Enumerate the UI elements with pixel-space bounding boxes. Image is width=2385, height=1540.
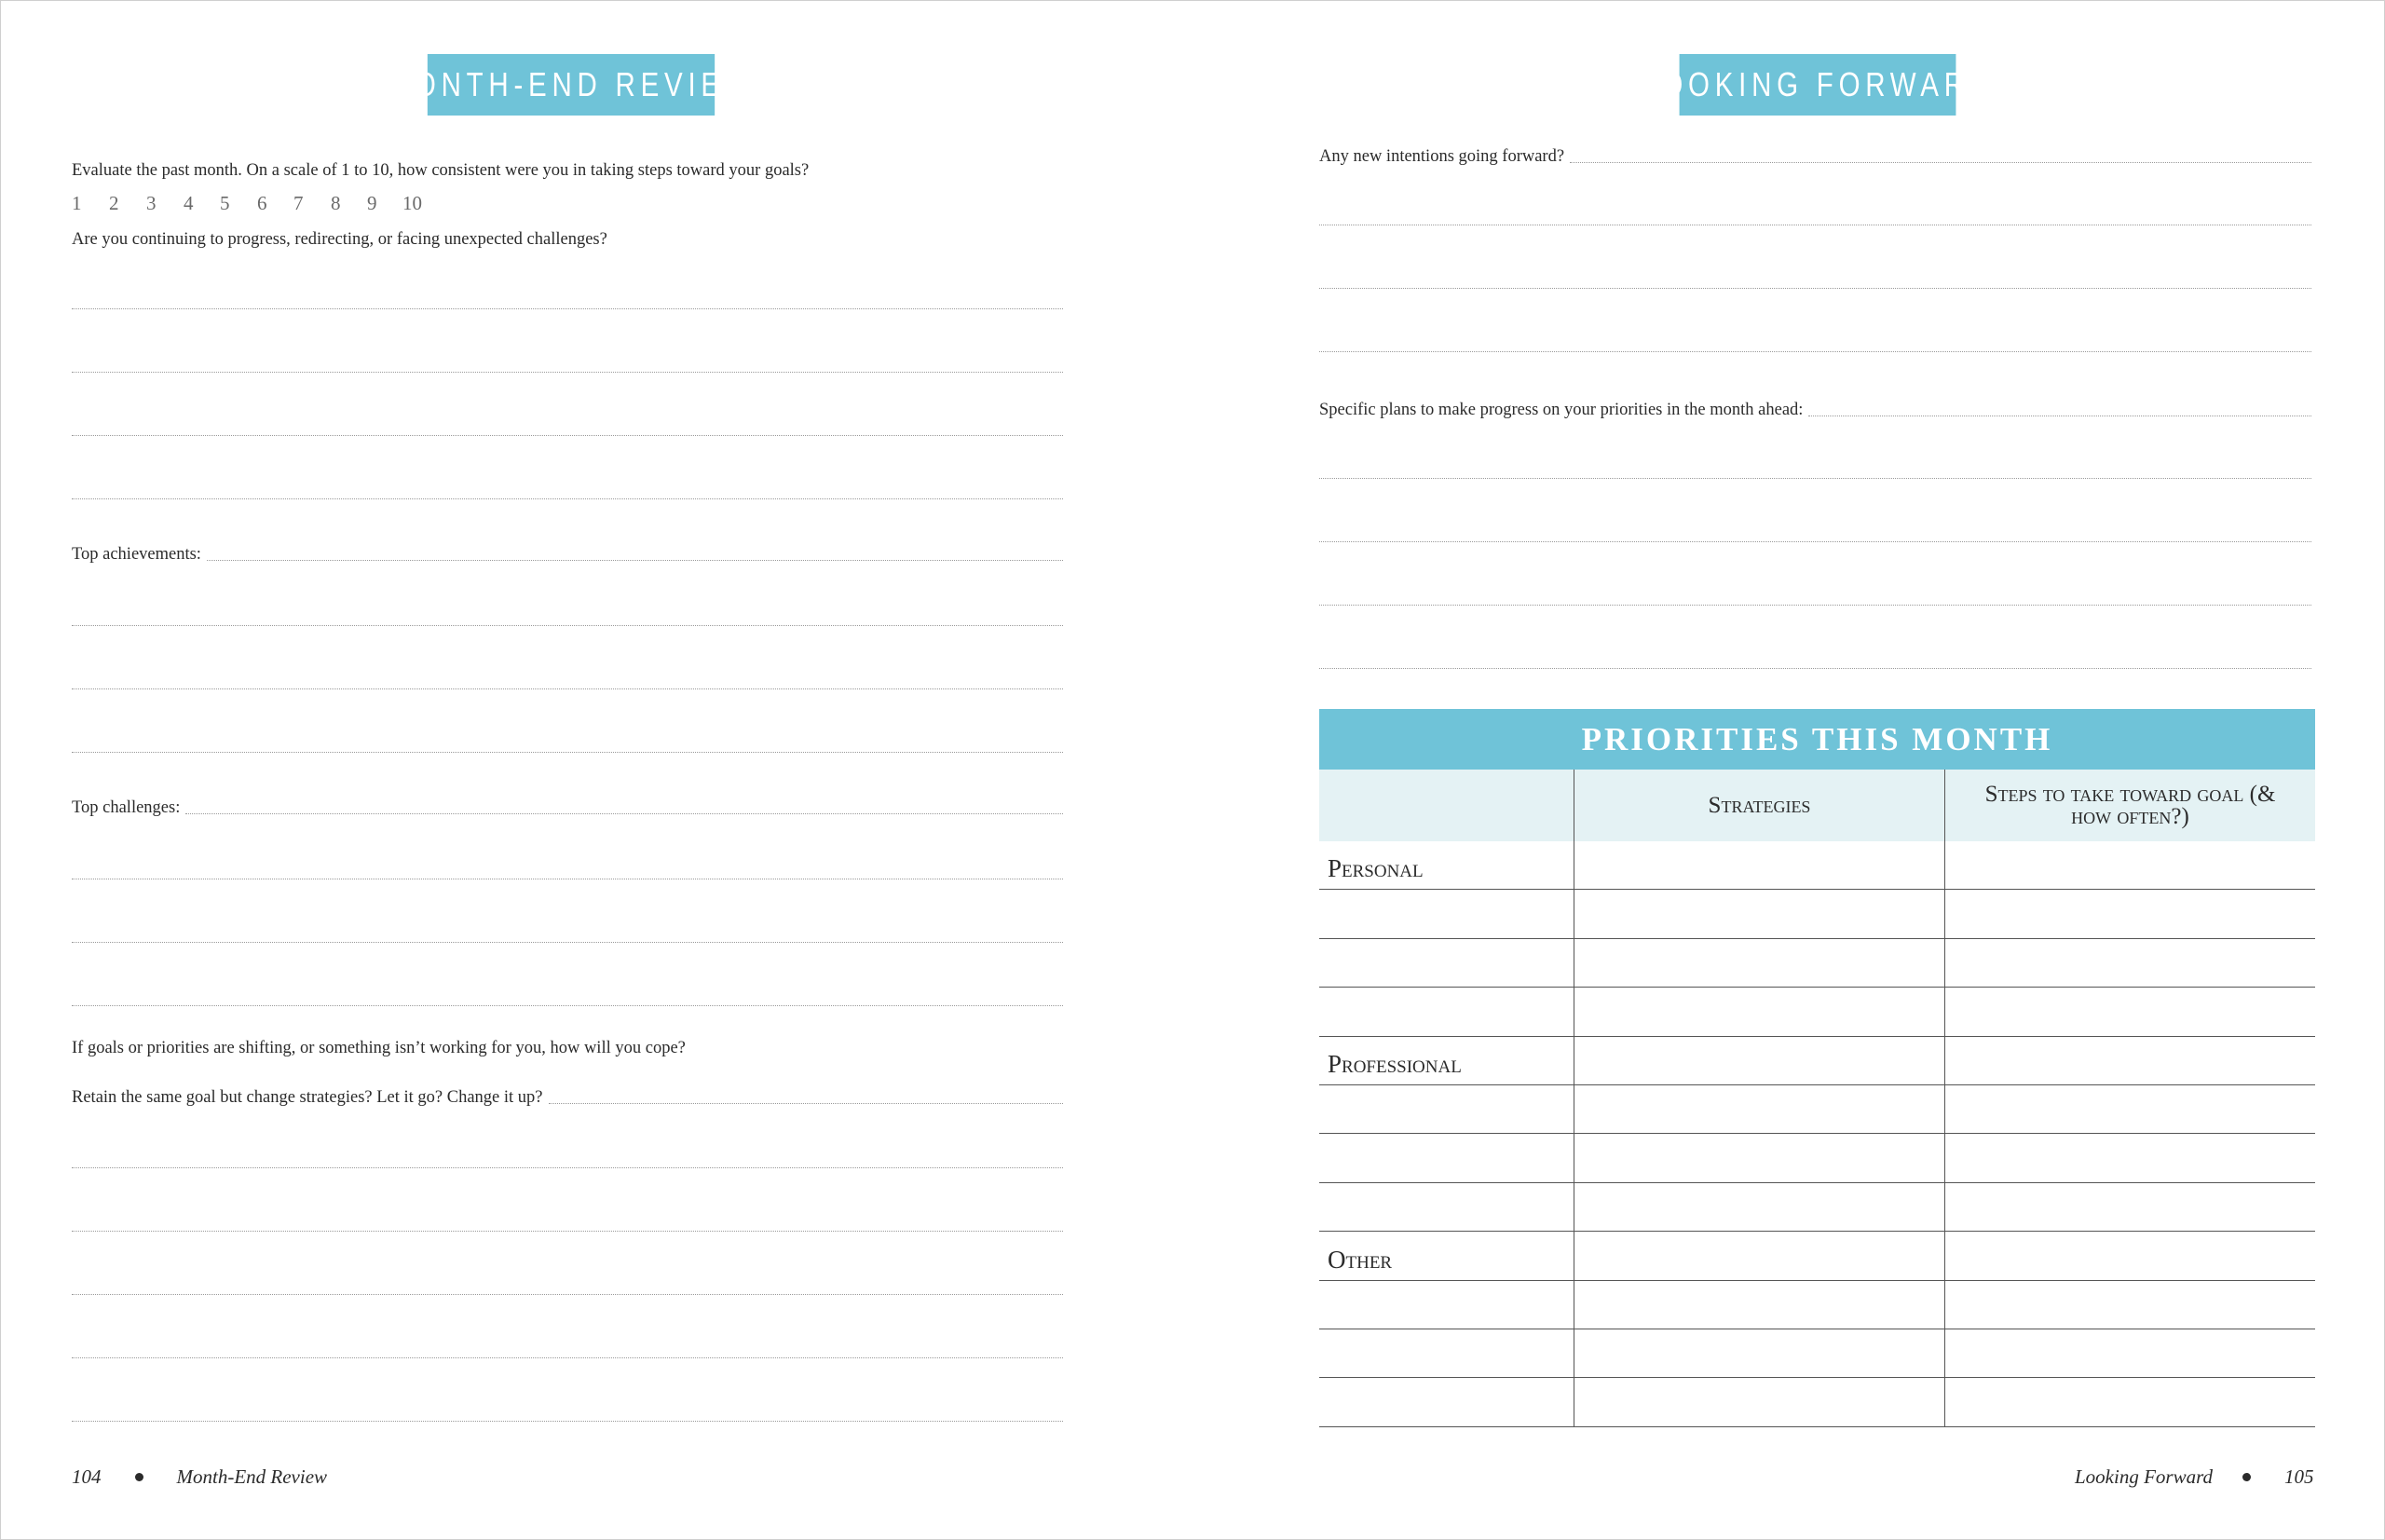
category-cell	[1319, 890, 1574, 937]
category-label: Personal	[1328, 854, 1424, 883]
writing-line[interactable]	[72, 752, 1063, 753]
bullet-icon	[2242, 1473, 2251, 1481]
footer-section-title: Month-End Review	[176, 1465, 328, 1488]
writing-line[interactable]	[72, 372, 1063, 373]
achievements-label: Top achievements:	[72, 545, 201, 564]
rating-option[interactable]: 6	[257, 192, 267, 214]
priority-row	[1319, 1085, 2315, 1134]
priority-row	[1319, 841, 2315, 890]
steps-cell[interactable]	[1944, 988, 2315, 1035]
steps-cell[interactable]	[1944, 1329, 2315, 1377]
writing-line[interactable]	[1570, 162, 2311, 163]
achievements-field[interactable]	[72, 544, 1063, 565]
steps-cell[interactable]	[1944, 1378, 2315, 1425]
strategy-cell[interactable]	[1574, 939, 1944, 987]
left-footer	[72, 1465, 327, 1489]
writing-line[interactable]	[1319, 541, 2311, 542]
month-end-review-banner: MONTH-END REVIEW	[428, 54, 715, 116]
writing-line[interactable]	[72, 625, 1063, 626]
strategy-cell[interactable]	[1574, 1183, 1944, 1231]
plans-label: Specific plans to make progress on your priorities in the month ahead:	[1319, 401, 1804, 419]
rating-option[interactable]: 1	[72, 192, 82, 214]
rating-option[interactable]: 9	[367, 192, 377, 214]
steps-cell[interactable]	[1944, 1037, 2315, 1084]
category-cell	[1319, 1378, 1574, 1425]
steps-cell[interactable]	[1944, 1134, 2315, 1181]
intentions-field[interactable]	[1319, 146, 2311, 167]
rating-option[interactable]: 2	[109, 192, 119, 214]
writing-line[interactable]	[72, 1357, 1063, 1358]
writing-line[interactable]	[72, 688, 1063, 689]
bullet-icon	[135, 1473, 143, 1481]
strategy-cell[interactable]	[1574, 1085, 1944, 1133]
priorities-table	[1319, 709, 2315, 1427]
category-cell	[1319, 1085, 1574, 1133]
strategy-cell[interactable]	[1574, 890, 1944, 937]
writing-line[interactable]	[185, 813, 1063, 814]
steps-cell[interactable]	[1944, 939, 2315, 987]
category-cell	[1319, 939, 1574, 987]
writing-line[interactable]	[72, 308, 1063, 309]
priorities-body	[1319, 841, 2315, 1427]
priority-row	[1319, 1037, 2315, 1085]
writing-line[interactable]	[207, 560, 1063, 561]
writing-line[interactable]	[72, 1167, 1063, 1168]
writing-line[interactable]	[72, 942, 1063, 943]
rating-option[interactable]: 7	[293, 192, 304, 214]
writing-line[interactable]	[1319, 478, 2311, 479]
rating-option[interactable]: 8	[331, 192, 341, 214]
category-cell	[1319, 1183, 1574, 1231]
priority-row	[1319, 1232, 2315, 1280]
strategy-cell[interactable]	[1574, 841, 1944, 889]
writing-line[interactable]	[1319, 288, 2311, 289]
priority-row	[1319, 1183, 2315, 1232]
challenges-field[interactable]	[72, 797, 1063, 818]
writing-line[interactable]	[1319, 668, 2311, 669]
strategy-cell[interactable]	[1574, 1037, 1944, 1084]
priority-row	[1319, 1134, 2315, 1182]
strategy-cell[interactable]	[1574, 1281, 1944, 1329]
steps-cell[interactable]	[1944, 1281, 2315, 1329]
page-number: 104	[72, 1465, 102, 1488]
steps-cell[interactable]	[1944, 841, 2315, 889]
left-page	[1, 1, 1193, 1540]
steps-cell[interactable]	[1944, 890, 2315, 937]
coping-question: If goals or priorities are shifting, or something isn’t working for you, how will you cope?	[72, 1039, 686, 1057]
steps-cell[interactable]	[1944, 1232, 2315, 1279]
strategy-cell[interactable]	[1574, 1134, 1944, 1181]
priority-row	[1319, 939, 2315, 988]
consistency-question: Evaluate the past month. On a scale of 1 to 10, how consistent were you in taking steps toward your goals?	[72, 161, 810, 180]
right-footer	[2075, 1465, 2313, 1489]
strategy-cell[interactable]	[1574, 1232, 1944, 1279]
looking-forward-banner: LOOKING FORWARD	[1680, 54, 1956, 116]
priority-row	[1319, 1281, 2315, 1329]
rating-scale	[72, 192, 440, 215]
writing-line[interactable]	[72, 435, 1063, 436]
writing-line[interactable]	[72, 498, 1063, 499]
writing-line[interactable]	[72, 1231, 1063, 1232]
category-cell	[1319, 1329, 1574, 1377]
rating-option[interactable]: 3	[146, 192, 157, 214]
strategy-label: Retain the same goal but change strategies? Let it go? Change it up?	[72, 1088, 543, 1107]
category-label: Other	[1328, 1245, 1393, 1274]
priorities-header-row	[1319, 770, 2315, 841]
steps-cell[interactable]	[1944, 1183, 2315, 1231]
rating-option[interactable]: 10	[402, 192, 422, 214]
progress-question: Are you continuing to progress, redirecting, or facing unexpected challenges?	[72, 230, 607, 249]
plans-field[interactable]	[1319, 400, 2311, 420]
writing-line[interactable]	[1319, 351, 2311, 352]
strategy-cell[interactable]	[1574, 988, 1944, 1035]
challenges-label: Top challenges:	[72, 798, 181, 817]
priority-row	[1319, 890, 2315, 938]
strategy-cell[interactable]	[1574, 1378, 1944, 1425]
writing-line[interactable]	[72, 1421, 1063, 1422]
intentions-label: Any new intentions going forward?	[1319, 147, 1565, 166]
strategy-cell[interactable]	[1574, 1329, 1944, 1377]
writing-line[interactable]	[72, 1294, 1063, 1295]
priority-row	[1319, 988, 2315, 1036]
category-label: Professional	[1328, 1049, 1462, 1078]
footer-section-title: Looking Forward	[2075, 1465, 2213, 1488]
writing-line[interactable]	[549, 1103, 1064, 1104]
priority-row	[1319, 1329, 2315, 1378]
category-cell	[1319, 1281, 1574, 1329]
writing-line[interactable]	[72, 1005, 1063, 1006]
category-cell	[1319, 1134, 1574, 1181]
steps-cell[interactable]	[1944, 1085, 2315, 1133]
page-number: 105	[2283, 1465, 2314, 1488]
category-cell	[1319, 988, 1574, 1035]
rating-option[interactable]: 4	[184, 192, 194, 214]
header-strategies: Strategies	[1574, 770, 1944, 841]
priorities-title: PRIORITIES THIS MONTH	[1319, 709, 2315, 770]
header-blank	[1319, 770, 1574, 841]
header-steps: Steps to take toward goal (& how often?)	[1944, 770, 2315, 841]
rating-option[interactable]: 5	[220, 192, 230, 214]
priority-row	[1319, 1378, 2315, 1426]
strategy-field[interactable]	[72, 1087, 1063, 1108]
writing-line[interactable]	[1319, 605, 2311, 606]
